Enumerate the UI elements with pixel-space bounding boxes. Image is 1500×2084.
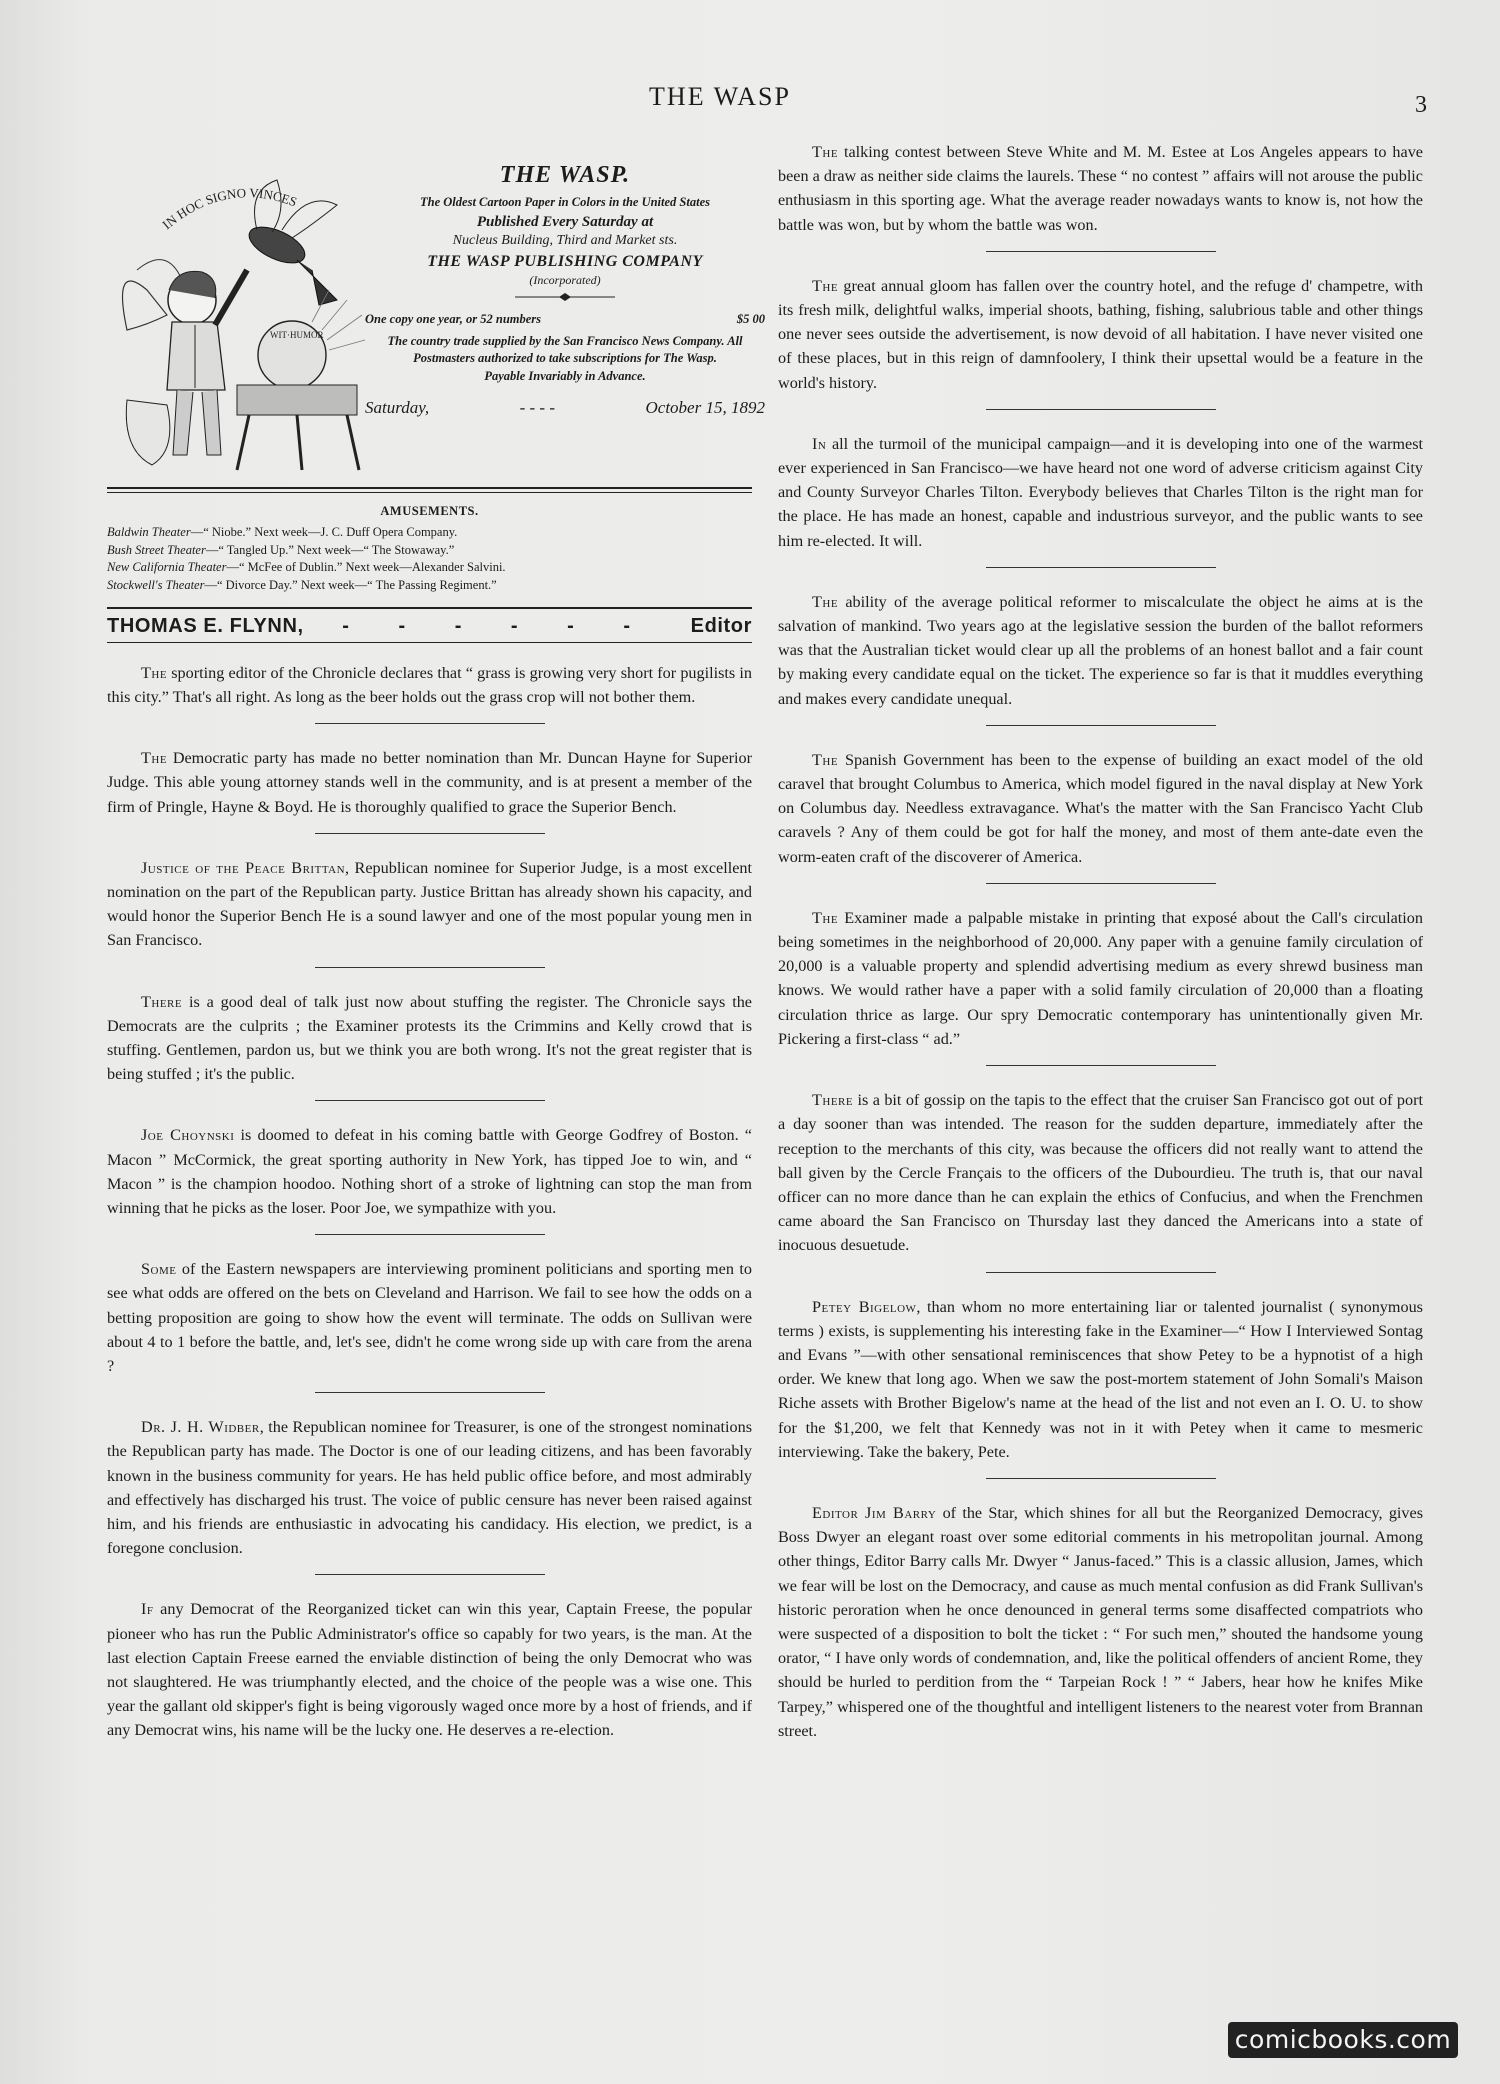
masthead-text — [365, 162, 765, 418]
paragraph-lead: In — [812, 434, 827, 453]
venue-program: —“ McFee of Dublin.” Next week—Alexander Salvini. — [226, 560, 506, 575]
payable-note: Payable Invariably in Advance. — [484, 368, 646, 383]
running-head: THE WASP — [649, 82, 791, 111]
venue-program: —“ Divorce Day.” Next week—“ The Passing Regiment.” — [204, 578, 497, 592]
amusements-heading: AMUSEMENTS. — [380, 504, 479, 518]
paragraph-lead: Editor Jim Barry — [812, 1503, 937, 1522]
masthead-company: THE WASP PUBLISHING COMPANY — [427, 253, 703, 270]
paragraph-lead: Dr. J. H. Widber — [141, 1418, 260, 1437]
paragraph-body: great annual gloom has fallen over the country hotel, and the refuge d' champetre, with its fresh milk, delightful walks, imperial shoots, bathing, fishing, salubrious table and other things one never sees outside the advertisement, is now devoid of all habitation. I have never visited one of these places, but in this reign of damnfoolery, I think their upsettal would be a feature in the world's history. — [778, 276, 1423, 392]
paragraph-body: of the Eastern newspapers are interviewing prominent politicians and sporting men to see what odds are offered on the bets on Cleveland and Harrison. We fail to see how the odds on a betting proposition are going to show how the event will terminate. The odds on Sullivan were about 4 to 1 before the battle, and, let's see, didn't he come wrong side up with care from the arena ? — [107, 1260, 752, 1376]
right-column — [778, 140, 1423, 1743]
date-dashes: - - - - — [519, 397, 555, 417]
article-paragraph — [107, 661, 752, 709]
section-divider — [986, 883, 1216, 884]
section-divider — [315, 1234, 545, 1235]
article-paragraph — [107, 1415, 752, 1560]
amusement-line — [107, 524, 752, 542]
paragraph-body: talking contest between Steve White and M. M. Estee at Los Angeles appears to have been a draw as neither side claims the laurels. These “ no contest ” affairs will not arouse the public enthusiasm in this sporting age. What the average reader nowadays wants to know is, not how the battle was won, but by whom the battle was won. — [778, 143, 1423, 234]
article-paragraph — [778, 1088, 1423, 1257]
left-articles — [107, 661, 752, 1743]
amusement-line — [107, 577, 752, 595]
paragraph-body: sporting editor of the Chronicle declares that “ grass is growing very short for pugilists in this city.” That's all right. As long as the beer holds out the grass crop will not bother them. — [107, 663, 752, 706]
paragraph-lead: The — [812, 276, 839, 295]
svg-text:WIT·HUMOR: WIT·HUMOR — [270, 330, 324, 340]
section-divider — [986, 409, 1216, 410]
venue-name: New California Theater — [107, 560, 227, 575]
section-divider — [315, 1392, 545, 1393]
left-column — [107, 140, 765, 1743]
editor-bar — [107, 607, 752, 643]
right-articles — [778, 140, 1423, 1743]
paragraph-body: Spanish Government has been to the expense of building an exact model of the old caravel that brought Columbus to America, which model figured in the naval display at New York on Columbus day. Needless extravagance. What's the matter with the San Francisco Yacht Club caravels ? Any of them could be got for half the money, and most of them ante-date even the worm-eaten craft of the discoverer of America. — [778, 750, 1423, 866]
price-value: $5 00 — [736, 312, 765, 326]
article-paragraph — [107, 1257, 752, 1378]
date-day: Saturday, — [365, 397, 430, 417]
page-number: 3 — [1415, 92, 1427, 118]
article-paragraph — [778, 140, 1423, 237]
section-divider — [986, 1065, 1216, 1066]
article-paragraph — [778, 748, 1423, 869]
masthead-address: Nucleus Building, Third and Market sts. — [452, 233, 678, 248]
motto-text: IN HOC SIGNO VINCES — [159, 185, 299, 233]
paragraph-lead: Some — [141, 1260, 177, 1279]
price-label: One copy one year, or 52 numbers — [365, 312, 542, 326]
masthead-title: THE WASP. — [499, 162, 631, 188]
watermark-logo: comicbooks.com — [1228, 2022, 1458, 2058]
paragraph-body: is doomed to defeat in his coming battle with George Godfrey of Boston. “ Macon ” McCormick, the great sporting authority in New York, has tipped Joe to win, and “ Macon ” is the champion hoodoo. Nothing short of a stroke of lightning can stop the man from winning that he picks as the loser. Poor Joe, we sympathize with you. — [107, 1126, 752, 1217]
masthead-incorporated: (Incorporated) — [529, 273, 601, 287]
issue-date — [365, 398, 765, 418]
article-paragraph — [107, 1123, 752, 1220]
paragraph-lead: There — [141, 992, 183, 1011]
paragraph-lead: The — [141, 749, 168, 768]
section-divider — [986, 1478, 1216, 1479]
section-divider — [315, 1100, 545, 1101]
paragraph-lead: The — [812, 143, 839, 161]
date-value: October 15, 1892 — [645, 397, 765, 417]
amusement-line — [107, 559, 752, 577]
paragraph-lead: Petey Bigelow — [812, 1297, 917, 1316]
subscription-price — [365, 312, 765, 327]
article-paragraph — [778, 1295, 1423, 1464]
paragraph-body: all the turmoil of the municipal campaign—and it is developing into one of the warmest ever experienced in San Francisco—we have heard not one word of adverse criticism against City and County Surveyor Charles Tilton. Everybody believes that Charles Tilton is the right man for the place. He has made an honest, capable and industrious surveyor, and the public wants to see him re-elected. It will. — [778, 434, 1423, 550]
paragraph-body: Democratic party has made no better nomination than Mr. Duncan Hayne for Superior Judge. This able young attorney stands well in the community, and is at present a member of the firm of Pringle, Hayne & Boyd. He is thoroughly qualified to grace the Superior Bench. — [107, 749, 752, 816]
section-divider — [315, 833, 545, 834]
paragraph-lead: The — [812, 592, 839, 611]
paragraph-lead: There — [812, 1091, 854, 1110]
article-paragraph — [107, 856, 752, 953]
masthead-published: Published Every Saturday at — [476, 214, 654, 230]
editor-role: Editor — [690, 614, 752, 637]
venue-name: Bush Street Theater — [107, 542, 206, 557]
amusement-line — [107, 542, 752, 560]
paragraph-lead: Justice of the Peace Brittan — [141, 858, 346, 877]
venue-name: Stockwell's Theater — [107, 578, 205, 592]
article-paragraph — [778, 1501, 1423, 1743]
section-divider — [986, 567, 1216, 568]
paragraph-lead: The — [812, 908, 839, 927]
venue-program: —“ Niobe.” Next week—J. C. Duff Opera Company. — [190, 524, 458, 539]
paragraph-lead: Joe Choynski — [141, 1126, 235, 1145]
paragraph-body: is a bit of gossip on the tapis to the effect that the cruiser San Francisco got out of port a day sooner than was intended. The reason for the sudden departure, immediately after the reception to the merchants of this city, was because the officers did not really want to attend the ball given by the Cercle Français to the officers of the Dubourdieu. The truth is, that our naval officer can no more dance than he can explain the ethics of Confucius, and when the Frenchmen came aboard the San Francisco on Thursday last they danced the Americans into a state of inocuous desuetude. — [778, 1091, 1423, 1255]
paragraph-body: ability of the average political reformer to miscalculate the object he aims at is the salvation of mankind. Two years ago at the legislative session the burden of the ballot reformers was that the Australian ticket would clear up all the problems of an honest ballot and a fair count by making every candidate equal on the ticket. The experience so far is that it muddles everything and makes every candidate unequal. — [778, 592, 1423, 708]
editor-dashes: - - - - - - — [342, 614, 653, 637]
section-divider — [986, 1272, 1216, 1273]
masthead — [107, 140, 765, 485]
paragraph-body: , Republican nominee for Superior Judge, is a most excellent nomination on the part of the Republican party. Justice Brittan has already shown his capacity, and would honor the Superior Bench He is a sound lawyer and one of the most popular young men in San Francisco. — [107, 858, 752, 950]
article-paragraph — [107, 746, 752, 819]
article-paragraph — [778, 274, 1423, 395]
section-divider — [986, 725, 1216, 726]
article-paragraph — [778, 906, 1423, 1051]
paragraph-body: , the Republican nominee for Treasurer, is one of the strongest nominations the Republican party has made. The Doctor is one of our leading citizens, and has been favorably known in the business community for years. He has held public office before, and most admirably and effectively has discharged his trust. The voice of public censure has never been raised against him, and his friends are enthusiastic in advocating his candidacy. His election, we predict, is a foregone conclusion. — [107, 1418, 752, 1558]
ornament-divider — [515, 293, 615, 301]
paragraph-lead: If — [141, 1600, 154, 1619]
article-paragraph — [107, 1597, 752, 1742]
trade-note: The country trade supplied by the San Francisco News Company. All Postmasters authorized to take subscriptions for The Wasp. — [387, 334, 743, 365]
section-divider — [315, 1574, 545, 1575]
editor-name: THOMAS E. FLYNN, — [107, 614, 304, 637]
article-paragraph — [778, 590, 1423, 711]
venue-program: —“ Tangled Up.” Next week—“ The Stowaway.” — [205, 542, 455, 557]
venue-name: Baldwin Theater — [107, 524, 191, 539]
amusements-box — [107, 495, 752, 601]
paragraph-body: , than whom no more entertaining liar or talented journalist ( synonymous terms ) exists, is supplementing his interesting fake in the Examiner—“ How I Interviewed Sontag and Evans ”—with other sensational reminiscences that show Petey to be a hypnotist of a high order. We knew that long ago. When we saw the post-mortem statement of John Somali's Maison Riche assets with Brother Bigelow's name at the head of the list and not even an I. O. U. to show for the $1,200, we felt that Kennedy was not in it with Petey when it came to mesmeric interviewing. Take the bakery, Pete. — [778, 1297, 1423, 1461]
paragraph-body: is a good deal of talk just now about stuffing the register. The Chronicle says the Democrats are the culprits ; the Examiner protests its the Crimmins and Kelly crowd that is stuffing. Gentlemen, pardon us, but we think you are both wrong. It's not the great register that is being stuffed ; it's the public. — [107, 992, 752, 1084]
paragraph-lead: The — [812, 750, 839, 769]
paragraph-lead: The — [141, 663, 168, 682]
rule-divider — [107, 487, 752, 493]
article-paragraph — [107, 990, 752, 1087]
wasp-mascot-illustration — [107, 150, 367, 480]
masthead-subtitle: The Oldest Cartoon Paper in Colors in the United States — [420, 195, 710, 209]
paragraph-body: any Democrat of the Reorganized ticket can win this year, Captain Freese, the popular pioneer who has run the Public Administrator's office so capably for two years, is the man. At the last election Captain Freese earned the enviable distinction of being the only Democrat who was not slaughtered. He was triumphantly elected, and the choice of the people was a wise one. This year the gallant old skipper's fight is being vigorously waged once more by a host of friends, and if any Democrat wins, his name will be the lucky one. He deserves a re-election. — [107, 1600, 752, 1740]
article-paragraph — [778, 432, 1423, 553]
section-divider — [315, 967, 545, 968]
paragraph-body: Examiner made a palpable mistake in printing that exposé about the Call's circulation being sometimes in the neighborhood of 20,000. Any paper with a genuine family circulation of 20,000 is a valuable property and splendid advertising medium as every shrewd business man knows. We would rather have a paper with a solid family circulation of 20,000 than a floating circulation thrice as large. Our spry Democratic contemporary has unintentionally given Mr. Pickering a first-class “ ad.” — [778, 908, 1423, 1048]
section-divider — [315, 723, 545, 724]
paragraph-body: of the Star, which shines for all but the Reorganized Democracy, gives Boss Dwyer an elegant roast over some editorial comments in his metropolitan journal. Among other things, Editor Barry calls Mr. Dwyer “ Janus-faced.” This is a classic allusion, James, which we fear will be lost on the Democracy, and cause as much mental confusion as did Frank Sullivan's historic peroration when he once denounced in general terms some disaffected compatriots who were suspected of a disposition to bolt the ticket : “ For such men,” shouted the handsome young orator, “ I have only words of condemnation, and, like the political offenders of ancient Rome, they should be hurled to perdition from the “ Tarpeian Rock ! ” “ Jabers, hear how he knifes Mike Tarpey,” whispered one of the thoughtful and intelligent listeners to the nearest voter from Brannan street. — [778, 1503, 1424, 1740]
section-divider — [986, 251, 1216, 252]
